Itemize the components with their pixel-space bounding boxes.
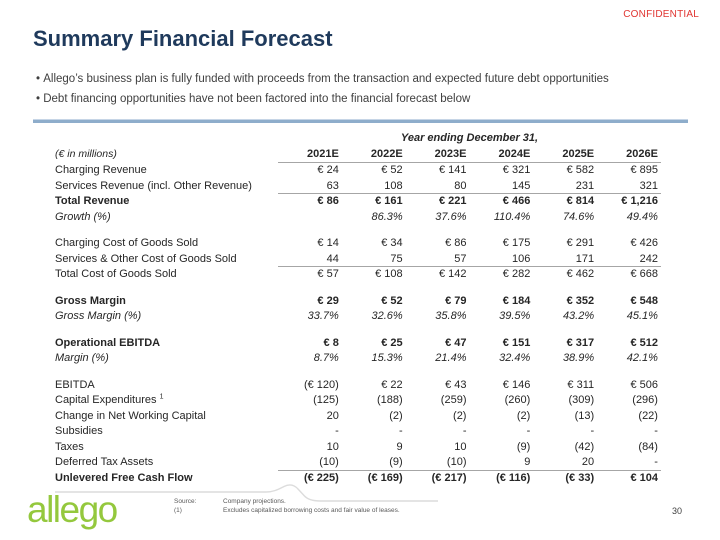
row-label: Charging Revenue: [55, 164, 147, 176]
cell-value: (188): [376, 394, 403, 406]
table-row: [55, 409, 661, 425]
bullet-item: • Allego’s business plan is fully funded with proceeds from the transaction and expected future debt opportunities: [36, 69, 609, 89]
cell-value: € 352: [566, 294, 595, 307]
cell-value: € 34: [381, 237, 403, 249]
financial-table: [55, 131, 661, 486]
cell-value: 10: [326, 440, 339, 453]
cell-value: 21.4%: [435, 352, 467, 364]
source-note-row: [174, 507, 400, 516]
row-label: Deferred Tax Assets: [55, 456, 154, 468]
cell-value: € 141: [438, 164, 467, 176]
cell-value: (€ 116): [496, 471, 531, 484]
cell-value: € 282: [502, 268, 531, 280]
cell-value: (9): [516, 440, 531, 453]
cell-value: (42): [574, 440, 595, 453]
cell-value: (10): [446, 456, 467, 468]
cell-value: € 506: [630, 378, 658, 391]
cell-value: € 24: [317, 164, 339, 176]
cell-value: 37.6%: [435, 210, 467, 223]
row-spacer: [55, 225, 661, 236]
cell-value: 57: [454, 252, 467, 265]
cell-value: 20: [326, 409, 339, 422]
column-header: 2025E: [562, 148, 595, 160]
cell-value: € 52: [381, 294, 403, 307]
cell-value: € 108: [375, 268, 403, 280]
cell-value: (13): [574, 409, 595, 422]
cell-value: € 25: [381, 336, 403, 349]
cell-value: € 146: [502, 378, 531, 391]
page-number: 30: [672, 506, 683, 516]
column-header: 2021E: [307, 148, 339, 160]
cell-value: (€ 33): [565, 471, 595, 484]
cell-value: € 321: [502, 164, 531, 176]
source-note-label: Source:: [174, 498, 197, 505]
cell-value: € 548: [630, 294, 658, 307]
unit-label: (€ in millions): [55, 148, 117, 160]
cell-value: € 47: [445, 336, 467, 349]
allego-logo: allego: [27, 489, 117, 530]
table-body: [55, 163, 661, 486]
period-header: Year ending December 31,: [400, 132, 539, 144]
cell-value: (2): [389, 409, 403, 422]
cell-value: (296): [632, 394, 658, 406]
cell-value: (9): [389, 456, 403, 468]
source-note-label: (1): [174, 506, 182, 514]
cell-value: € 161: [375, 195, 403, 207]
cell-value: € 1,216: [621, 195, 658, 207]
table-row: [55, 236, 661, 252]
source-note-text: Excludes capitalized borrowing costs and fair value of leases.: [223, 506, 400, 514]
cell-value: € 79: [445, 294, 467, 307]
cell-value: 35.8%: [435, 310, 467, 322]
cell-value: 10: [454, 440, 467, 453]
row-label: Change in Net Working Capital: [55, 409, 206, 422]
cell-value: (260): [504, 394, 531, 406]
cell-value: 106: [511, 252, 531, 265]
cell-value: 49.4%: [626, 210, 658, 223]
cell-value: € 466: [502, 195, 531, 207]
row-label: Total Revenue: [55, 195, 130, 207]
cell-value: [278, 210, 342, 226]
cell-value: 33.7%: [307, 310, 339, 322]
period-header-row: [55, 131, 661, 146]
cell-value: 32.6%: [371, 310, 403, 322]
source-note-text: Company projections.: [223, 498, 286, 505]
cell-value: 9: [524, 456, 531, 468]
table-row: [55, 440, 661, 456]
table-row: [55, 267, 661, 283]
cell-value: € 142: [438, 268, 467, 280]
table-row: [55, 378, 661, 394]
cell-value: 15.3%: [371, 352, 403, 364]
footnote-marker: 1: [159, 393, 164, 401]
column-header: 2023E: [434, 148, 467, 160]
cell-value: € 184: [502, 294, 531, 307]
row-label: EBITDA: [55, 378, 95, 391]
cell-value: (2): [453, 409, 467, 422]
column-headers: [278, 146, 661, 163]
cell-value: (€ 120): [303, 378, 339, 391]
cell-value: (309): [568, 394, 595, 406]
cell-value: € 8: [323, 336, 339, 349]
cell-value: (2): [516, 409, 531, 422]
cell-value: € 43: [445, 378, 467, 391]
row-label: Charging Cost of Goods Sold: [55, 237, 199, 249]
cell-value: € 57: [317, 268, 339, 280]
cell-value: 43.2%: [562, 310, 595, 322]
cell-value: -: [398, 425, 403, 437]
row-label: Operational EBITDA: [55, 336, 161, 349]
row-label: Services & Other Cost of Goods Sold: [55, 252, 237, 265]
cell-value: 39.5%: [499, 310, 531, 322]
cell-value: (84): [638, 440, 658, 453]
cell-value: (€ 225): [303, 471, 339, 484]
cell-value: 38.9%: [562, 352, 595, 364]
row-spacer: [55, 283, 661, 294]
cell-value: € 52: [381, 164, 403, 176]
cell-value: 32.4%: [499, 352, 531, 364]
cell-value: -: [590, 425, 595, 437]
row-label: Total Cost of Goods Sold: [55, 268, 177, 280]
row-label: Gross Margin: [55, 294, 126, 307]
source-note-row: [174, 498, 400, 507]
cell-value: 20: [581, 456, 595, 468]
cell-value: 63: [326, 179, 339, 192]
cell-value: € 86: [445, 237, 467, 249]
cell-value: 9: [396, 440, 403, 453]
cell-value: 110.4%: [493, 210, 531, 223]
table-row: [55, 455, 661, 471]
row-spacer: [55, 325, 661, 336]
cell-value: 75: [390, 252, 403, 265]
cell-value: € 104: [630, 471, 658, 484]
cell-value: € 151: [502, 336, 531, 349]
cell-value: 108: [384, 179, 403, 192]
table-row: [55, 179, 661, 195]
cell-value: -: [462, 425, 467, 437]
cell-value: 74.6%: [562, 210, 595, 223]
cell-value: (22): [638, 409, 658, 422]
cell-value: 8.7%: [313, 352, 339, 364]
cell-value: € 582: [566, 164, 595, 176]
cell-value: € 311: [567, 378, 595, 391]
cell-value: € 814: [566, 195, 595, 207]
cell-value: € 512: [630, 336, 658, 349]
table-row: [55, 424, 661, 440]
cell-value: € 22: [381, 378, 403, 391]
table-row: [55, 210, 661, 226]
column-header: 2026E: [626, 148, 658, 160]
bullet-item: • Debt financing opportunities have not been factored into the financial forecast below: [36, 89, 609, 109]
cell-value: 80: [454, 179, 467, 192]
cell-value: (10): [319, 456, 339, 468]
cell-value: € 317: [566, 336, 595, 349]
cell-value: -: [526, 425, 531, 437]
table-row: [55, 294, 661, 310]
row-label: Capital Expenditures $^1$: [55, 393, 164, 406]
cell-value: 171: [575, 252, 595, 265]
column-header-row: [55, 146, 661, 163]
cell-value: 42.1%: [626, 352, 658, 364]
cell-value: € 29: [317, 294, 339, 307]
period-header-spacer: [55, 131, 278, 146]
cell-value: € 668: [630, 268, 658, 280]
cell-value: 231: [575, 179, 595, 192]
source-notes: [174, 498, 400, 515]
table-row: [55, 309, 661, 325]
cell-value: € 895: [630, 164, 658, 176]
cell-value: 321: [639, 179, 658, 192]
cell-value: € 86: [317, 195, 339, 207]
cell-value: -: [335, 425, 339, 437]
bullet-list: [36, 69, 609, 109]
row-label: Margin (%): [55, 352, 109, 364]
cell-value: 44: [326, 252, 339, 265]
row-spacer: [55, 367, 661, 378]
cell-value: 242: [639, 252, 658, 265]
column-header: 2024E: [498, 148, 531, 160]
cell-value: (259): [440, 394, 467, 406]
row-label: Growth (%): [55, 210, 111, 223]
table-row: [55, 336, 661, 352]
cell-value: (€ 169): [367, 471, 403, 484]
cell-value: € 221: [438, 195, 467, 207]
table-row: [55, 252, 661, 268]
row-label: Taxes: [55, 440, 84, 453]
table-row: [55, 194, 661, 210]
cell-value: 86.3%: [371, 210, 403, 223]
row-label: Unlevered Free Cash Flow: [55, 471, 193, 484]
cell-value: € 291: [566, 237, 595, 249]
page-title: Summary Financial Forecast: [33, 26, 333, 51]
table-row: [55, 163, 661, 179]
table-row: [55, 393, 661, 409]
cell-value: 45.1%: [626, 310, 658, 322]
row-label: Subsidies: [55, 425, 103, 437]
cell-value: (€ 217): [431, 471, 467, 484]
row-label: Gross Margin (%): [55, 310, 142, 322]
cell-value: 145: [511, 179, 531, 192]
cell-value: (125): [313, 394, 339, 406]
cell-value: € 462: [566, 268, 595, 280]
cell-value: € 175: [502, 237, 531, 249]
cell-value: € 426: [630, 237, 658, 249]
cell-value: -: [654, 425, 658, 437]
cell-value: € 14: [317, 237, 339, 249]
column-header: 2022E: [370, 148, 403, 160]
table-row: [55, 351, 661, 367]
row-label: Services Revenue (incl. Other Revenue): [55, 179, 252, 192]
divider-rule: [33, 119, 688, 123]
cell-value: -: [654, 456, 658, 468]
confidential-label: CONFIDENTIAL: [623, 9, 699, 20]
